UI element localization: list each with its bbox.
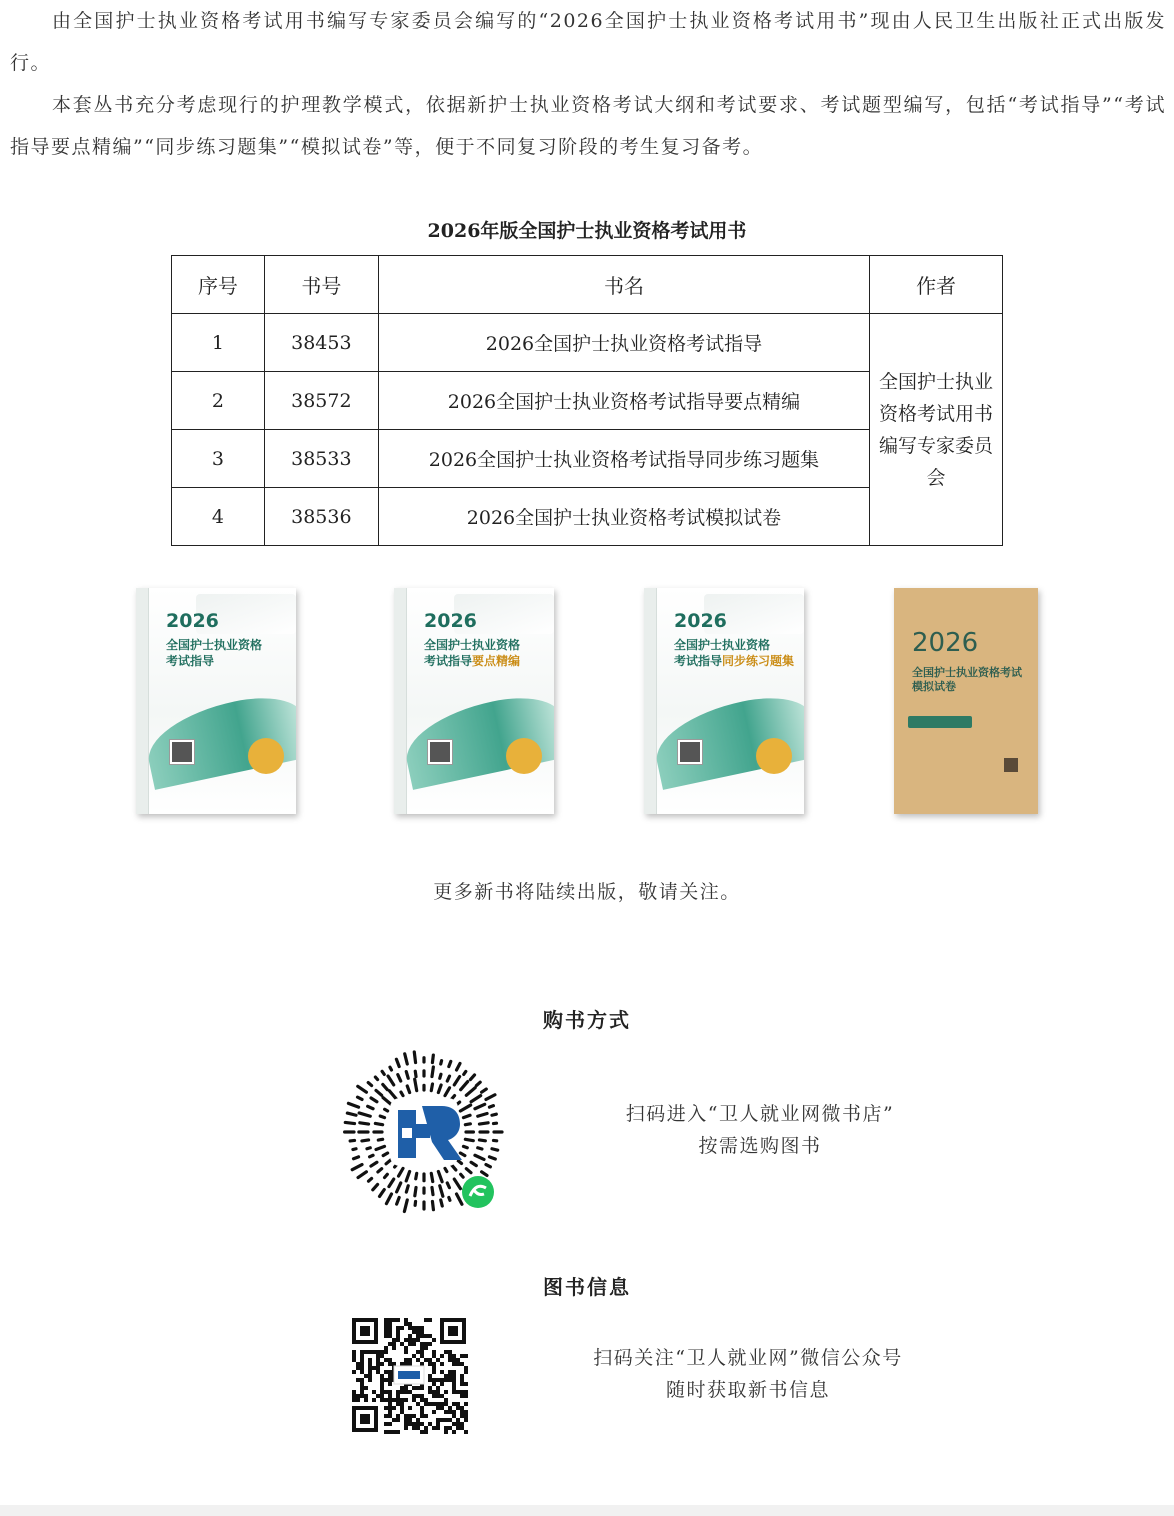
cover-subtitle: 考试指导要点精编 bbox=[424, 654, 521, 668]
row-code: 38536 bbox=[264, 488, 378, 546]
cover-subtitle: 考试指导 bbox=[166, 654, 215, 668]
cover-title: 全国护士执业资格 bbox=[674, 638, 771, 652]
header-author: 作者 bbox=[870, 256, 1003, 314]
cover-qr-icon bbox=[428, 740, 452, 764]
cover-year: 2026 bbox=[166, 610, 219, 632]
book-covers bbox=[0, 588, 1174, 818]
cover-subtitle: 考试指导同步练习题集 bbox=[674, 654, 795, 668]
cover-year: 2026 bbox=[424, 610, 477, 632]
table-title: 2026年版全国护士执业资格考试用书 bbox=[427, 220, 747, 242]
row-code: 38453 bbox=[264, 314, 378, 372]
cover-subtitle: 模拟试卷 bbox=[912, 680, 956, 693]
purchase-section-title: 购书方式 bbox=[543, 1008, 631, 1032]
cover-title: 全国护士执业资格 bbox=[166, 638, 263, 652]
cover-qr-icon bbox=[678, 740, 702, 764]
purchase-instructions bbox=[560, 1098, 960, 1162]
mini-program-qr-icon bbox=[336, 1044, 512, 1220]
row-name: 2026全国护士执业资格考试模拟试卷 bbox=[378, 488, 869, 546]
row-no: 2 bbox=[172, 372, 265, 430]
book-cover-guide[interactable] bbox=[136, 588, 296, 814]
cover-title: 全国护士执业资格 bbox=[424, 638, 521, 652]
row-no: 3 bbox=[172, 430, 265, 488]
info-instructions bbox=[548, 1342, 948, 1406]
header-no: 序号 bbox=[172, 256, 265, 314]
cover-spine bbox=[136, 588, 149, 814]
row-name: 2026全国护士执业资格考试指导同步练习题集 bbox=[378, 430, 869, 488]
footer-bar bbox=[0, 1505, 1174, 1516]
row-code: 38533 bbox=[264, 430, 378, 488]
purchase-line-2: 按需选购图书 bbox=[698, 1135, 822, 1157]
row-code: 38572 bbox=[264, 372, 378, 430]
header-code: 书号 bbox=[264, 256, 378, 314]
cover-spine bbox=[394, 588, 407, 814]
cover-badge bbox=[756, 738, 792, 774]
cover-spine bbox=[644, 588, 657, 814]
table-row bbox=[172, 314, 1003, 372]
book-table bbox=[171, 255, 1003, 546]
more-books-notice: 更多新书将陆续出版，敬请关注。 bbox=[433, 881, 741, 903]
book-cover-exercises[interactable] bbox=[644, 588, 804, 814]
intro-paragraph-2: 本套丛书充分考虑现行的护理教学模式，依据新护士执业资格考试大纲和考试要求、考试题型编写，包括“考试指导”“考试指导要点精编”“同步练习题集”“模拟试卷”等，便于不同复习阶段的考生复习备考。 bbox=[10, 94, 1166, 158]
row-no: 1 bbox=[172, 314, 265, 372]
purchase-line-1: 扫码进入“卫人就业网微书店” bbox=[625, 1103, 895, 1125]
info-line-1: 扫码关注“卫人就业网”微信公众号 bbox=[593, 1347, 903, 1369]
row-name: 2026全国护士执业资格考试指导要点精编 bbox=[378, 372, 869, 430]
cover-qr-icon bbox=[1004, 758, 1018, 772]
book-cover-key-points[interactable] bbox=[394, 588, 554, 814]
header-name: 书名 bbox=[378, 256, 869, 314]
cover-badge bbox=[506, 738, 542, 774]
cover-qr-icon bbox=[170, 740, 194, 764]
row-no: 4 bbox=[172, 488, 265, 546]
info-section-title: 图书信息 bbox=[543, 1275, 631, 1299]
row-name: 2026全国护士执业资格考试指导 bbox=[378, 314, 869, 372]
cover-year: 2026 bbox=[674, 610, 727, 632]
cover-tag bbox=[908, 716, 972, 728]
book-cover-mock-exam[interactable] bbox=[894, 588, 1038, 814]
mini-program-qr-code[interactable] bbox=[336, 1044, 512, 1220]
wechat-account-qr-code[interactable] bbox=[350, 1316, 468, 1434]
intro-paragraph-1: 由全国护士执业资格考试用书编写专家委员会编写的“2026全国护士执业资格考试用书”现由人民卫生出版社正式出版发行。 bbox=[10, 10, 1166, 74]
cover-badge bbox=[248, 738, 284, 774]
author-cell: 全国护士执业资格考试用书编写专家委员会 bbox=[870, 314, 1003, 546]
wechat-qr-icon bbox=[350, 1316, 468, 1434]
info-line-2: 随时获取新书信息 bbox=[665, 1379, 830, 1401]
cover-title: 全国护士执业资格考试 bbox=[912, 666, 1022, 679]
cover-year: 2026 bbox=[912, 628, 979, 658]
